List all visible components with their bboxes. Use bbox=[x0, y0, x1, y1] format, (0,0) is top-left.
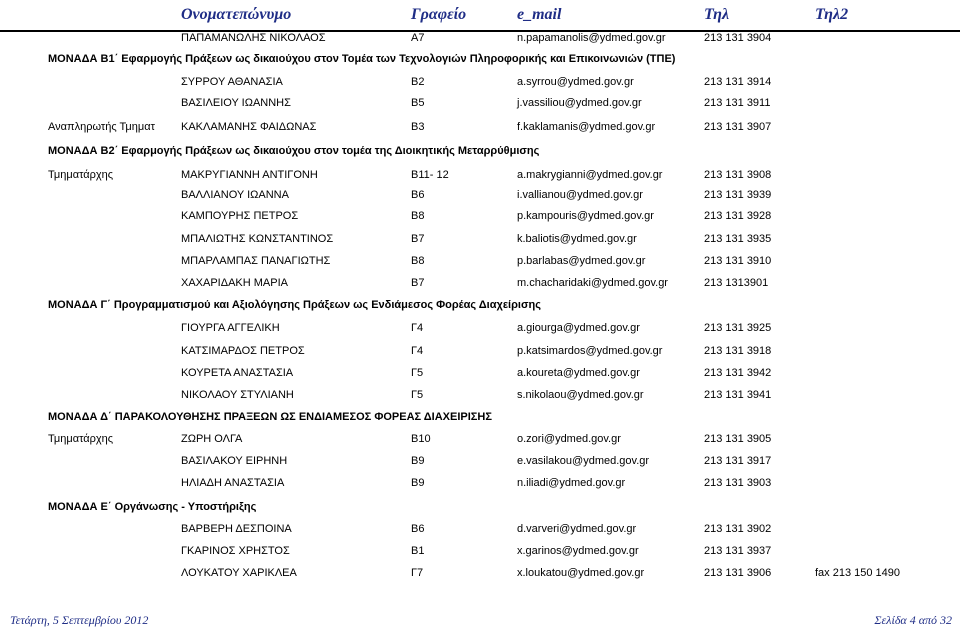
row-office: Β9 bbox=[411, 477, 425, 489]
row-office: Β7 bbox=[411, 277, 425, 289]
row-office: Γ4 bbox=[411, 345, 424, 357]
row-phone: 213 131 3935 bbox=[704, 233, 772, 245]
row-phone: 213 131 3928 bbox=[704, 210, 772, 222]
row-name: ΚΑΜΠΟΥΡΗΣ ΠΕΤΡΟΣ bbox=[181, 210, 299, 222]
row-name: ΜΠΑΛΙΩΤΗΣ ΚΩΝΣΤΑΝΤΙΝΟΣ bbox=[181, 233, 334, 245]
row-email: a.koureta@ydmed.gov.gr bbox=[517, 367, 640, 379]
row-office: Β8 bbox=[411, 210, 425, 222]
row-name: ΒΑΣΙΛΕΙΟΥ ΙΩΑΝΝΗΣ bbox=[181, 97, 291, 109]
row-name: ΒΑΣΙΛΑΚΟΥ ΕΙΡΗΝΗ bbox=[181, 455, 288, 467]
row-email: s.nikolaou@ydmed.gov.gr bbox=[517, 389, 644, 401]
row-email: p.barlabas@ydmed.gov.gr bbox=[517, 255, 646, 267]
row-office: Γ7 bbox=[411, 567, 424, 579]
row-phone: 213 131 3902 bbox=[704, 523, 772, 535]
row-phone: 213 131 3911 bbox=[704, 97, 771, 109]
row-phone: 213 1313901 bbox=[704, 277, 769, 289]
row-email: a.makrygianni@ydmed.gov.gr bbox=[517, 169, 663, 181]
row-phone: 213 131 3939 bbox=[704, 189, 772, 201]
row-name: ΒΑΛΛΙΑΝΟΥ ΙΩΑΝΝΑ bbox=[181, 189, 289, 201]
row-name: ΜΑΚΡΥΓΙΑΝΝΗ ΑΝΤΙΓΟΝΗ bbox=[181, 169, 318, 181]
row-phone: 213 131 3904 bbox=[704, 32, 772, 44]
row-name: ΣΥΡΡΟΥ ΑΘΑΝΑΣΙΑ bbox=[181, 76, 283, 88]
row-office: Β2 bbox=[411, 76, 425, 88]
footer-page-number: Σελίδα 4 από 32 bbox=[874, 613, 952, 627]
row-phone: 213 131 3925 bbox=[704, 322, 772, 334]
row-role: Αναπληρωτής Τμηματ bbox=[48, 121, 155, 133]
footer-date: Τετάρτη, 5 Σεπτεμβρίου 2012 bbox=[10, 613, 149, 627]
section-heading: ΜΟΝΑΔΑ Β2΄ Εφαρμογής Πράξεων ως δικαιούχου στον τομέα της Διοικητικής Μεταρρύθμισης bbox=[48, 145, 540, 157]
row-phone: 213 131 3917 bbox=[704, 455, 772, 467]
row-phone: 213 131 3908 bbox=[704, 169, 772, 181]
row-email: e.vasilakou@ydmed.gov.gr bbox=[517, 455, 650, 467]
row-phone: 213 131 3942 bbox=[704, 367, 772, 379]
row-name: ΚΑΚΛΑΜΑΝΗΣ ΦΑΙΔΩΝΑΣ bbox=[181, 121, 317, 133]
row-name: ΖΩΡΗ ΟΛΓΑ bbox=[181, 433, 243, 445]
row-email: x.loukatou@ydmed.gov.gr bbox=[517, 567, 645, 579]
row-email: k.baliotis@ydmed.gov.gr bbox=[517, 233, 637, 245]
row-office: Β5 bbox=[411, 97, 425, 109]
row-office: Β8 bbox=[411, 255, 425, 267]
section-heading: ΜΟΝΑΔΑ Δ΄ ΠΑΡΑΚΟΛΟΥΘΗΣΗΣ ΠΡΑΞΕΩΝ ΩΣ ΕΝΔΙΑΜΕΣΟΣ ΦΟΡΕΑΣ ΔΙΑΧΕΙΡΙΣΗΣ bbox=[48, 411, 492, 423]
row-phone: 213 131 3914 bbox=[704, 76, 772, 88]
row-name: ΗΛΙΑΔΗ ΑΝΑΣΤΑΣΙΑ bbox=[181, 477, 285, 489]
row-phone: 213 131 3910 bbox=[704, 255, 772, 267]
header-office: Γραφείο bbox=[411, 6, 467, 23]
row-name: ΚΟΥΡΕΤΑ ΑΝΑΣΤΑΣΙΑ bbox=[181, 367, 294, 379]
row-name: ΜΠΑΡΛΑΜΠΑΣ ΠΑΝΑΓΙΩΤΗΣ bbox=[181, 255, 331, 267]
row-role: Τμηματάρχης bbox=[48, 169, 114, 181]
row-email: x.garinos@ydmed.gov.gr bbox=[517, 545, 639, 557]
section-heading: ΜΟΝΑΔΑ Γ΄ Προγραμματισμού και Αξιολόγησης Πράξεων ως Ενδιάμεσος Φορέας Διαχείρισης bbox=[48, 299, 541, 311]
row-role: Τμηματάρχης bbox=[48, 433, 114, 445]
header-phone: Τηλ bbox=[704, 6, 730, 23]
row-office: Β6 bbox=[411, 189, 425, 201]
row-name: ΧΑΧΑΡΙΔΑΚΗ ΜΑΡΙΑ bbox=[181, 277, 288, 289]
row-phone: 213 131 3903 bbox=[704, 477, 772, 489]
row-name: ΝΙΚΟΛΑΟΥ ΣΤΥΛΙΑΝΗ bbox=[181, 389, 294, 401]
row-name: ΒΑΡΒΕΡΗ ΔΕΣΠΟΙΝΑ bbox=[181, 523, 292, 535]
row-office: Β10 bbox=[411, 433, 431, 445]
row-office: Β1 bbox=[411, 545, 425, 557]
row-email: p.katsimardos@ydmed.gov.gr bbox=[517, 345, 663, 357]
row-phone: 213 131 3937 bbox=[704, 545, 772, 557]
row-office: Β11- 12 bbox=[411, 169, 449, 181]
row-phone: 213 131 3907 bbox=[704, 121, 772, 133]
row-name: ΓΙΟΥΡΓΑ ΑΓΓΕΛΙΚΗ bbox=[181, 322, 280, 334]
header-email: e_mail bbox=[517, 6, 562, 23]
row-email: a.giourga@ydmed.gov.gr bbox=[517, 322, 640, 334]
row-office: Γ5 bbox=[411, 367, 424, 379]
row-office: Β9 bbox=[411, 455, 425, 467]
row-email: a.syrrou@ydmed.gov.gr bbox=[517, 76, 634, 88]
row-email: j.vassiliou@ydmed.gov.gr bbox=[517, 97, 642, 109]
row-office: Β6 bbox=[411, 523, 425, 535]
row-email: n.papamanolis@ydmed.gov.gr bbox=[517, 32, 666, 44]
row-email: o.zori@ydmed.gov.gr bbox=[517, 433, 621, 445]
row-office: Γ5 bbox=[411, 389, 424, 401]
row-email: p.kampouris@ydmed.gov.gr bbox=[517, 210, 654, 222]
row-phone: 213 131 3918 bbox=[704, 345, 772, 357]
row-email: i.vallianou@ydmed.gov.gr bbox=[517, 189, 643, 201]
section-heading: ΜΟΝΑΔΑ Β1΄ Εφαρμογής Πράξεων ως δικαιούχου στον Τομέα των Τεχνολογιών Πληροφορικής και Επικοινωνιών (ΤΠΕ) bbox=[48, 53, 676, 65]
row-phone: 213 131 3906 bbox=[704, 567, 772, 579]
header-rule bbox=[0, 30, 960, 32]
header-name: Ονοματεπώνυμο bbox=[181, 6, 292, 23]
row-phone: 213 131 3905 bbox=[704, 433, 772, 445]
row-name: ΛΟΥΚΑΤΟΥ ΧΑΡΙΚΛΕΑ bbox=[181, 567, 297, 579]
row-email: m.chacharidaki@ydmed.gov.gr bbox=[517, 277, 668, 289]
row-name: ΠΑΠΑΜΑΝΩΛΗΣ ΝΙΚΟΛΑΟΣ bbox=[181, 32, 326, 44]
row-office: Β3 bbox=[411, 121, 425, 133]
section-heading: ΜΟΝΑΔΑ Ε΄ Οργάνωσης - Υποστήριξης bbox=[48, 501, 257, 513]
row-office: Α7 bbox=[411, 32, 425, 44]
row-email: f.kaklamanis@ydmed.gov.gr bbox=[517, 121, 656, 133]
row-phone: 213 131 3941 bbox=[704, 389, 772, 401]
header-phone2: Τηλ2 bbox=[815, 6, 849, 23]
row-office: Γ4 bbox=[411, 322, 424, 334]
row-email: n.iliadi@ydmed.gov.gr bbox=[517, 477, 626, 489]
row-phone2: fax 213 150 1490 bbox=[815, 567, 901, 579]
row-email: d.varveri@ydmed.gov.gr bbox=[517, 523, 637, 535]
row-name: ΓΚΑΡΙΝΟΣ ΧΡΗΣΤΟΣ bbox=[181, 545, 290, 557]
row-name: ΚΑΤΣΙΜΑΡΔΟΣ ΠΕΤΡΟΣ bbox=[181, 345, 305, 357]
row-office: Β7 bbox=[411, 233, 425, 245]
